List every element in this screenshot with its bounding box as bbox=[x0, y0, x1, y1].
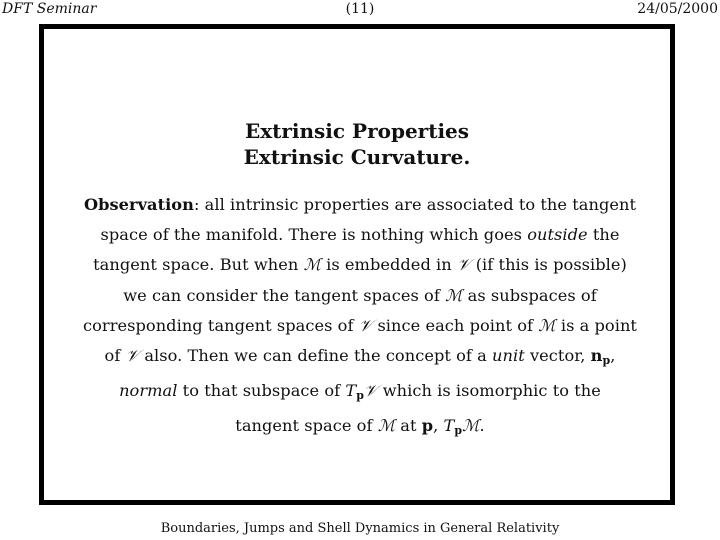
text-segment: (if this is possible) bbox=[470, 255, 627, 275]
symbol-space-V: 𝒱 bbox=[456, 255, 471, 275]
observation-label: Observation bbox=[83, 195, 194, 214]
symbol-manifold-M: ℳ bbox=[538, 315, 556, 335]
text-segment: corresponding tangent spaces of bbox=[83, 315, 359, 335]
header-page-number: (11) bbox=[345, 1, 375, 17]
text-segment: tangent space of bbox=[235, 416, 378, 436]
symbol-tangent-T: T bbox=[443, 416, 455, 436]
symbol-space-V: 𝒱 bbox=[358, 315, 373, 335]
symbol-normal-vector-n: n bbox=[590, 346, 603, 366]
text-segment: since each point of bbox=[372, 315, 539, 335]
text-segment: at bbox=[395, 416, 422, 436]
slide-title bbox=[39, 118, 675, 170]
text-segment: the bbox=[587, 225, 620, 245]
emphasis-unit: unit bbox=[492, 346, 525, 366]
subscript-p: p bbox=[602, 354, 611, 368]
symbol-space-V: 𝒱 bbox=[125, 346, 140, 366]
text-segment: : all intrinsic properties are associated to the tangent bbox=[193, 195, 637, 214]
text-segment: which is isomorphic to the bbox=[377, 381, 601, 401]
text-segment: , bbox=[433, 416, 444, 436]
text-segment: vector, bbox=[524, 346, 591, 366]
symbol-point-p: p bbox=[421, 416, 434, 436]
symbol-manifold-M: ℳ bbox=[462, 416, 480, 436]
text-segment: we can consider the tangent spaces of bbox=[123, 285, 446, 305]
footer-talk-title: Boundaries, Jumps and Shell Dynamics in General Relativity bbox=[160, 521, 560, 536]
text-segment: , bbox=[610, 346, 616, 366]
text-segment: also. Then we can define the concept of a bbox=[139, 346, 493, 366]
text-segment: is a point bbox=[555, 315, 637, 335]
header-seminar-name: DFT Seminar bbox=[2, 1, 97, 17]
symbol-manifold-M: ℳ bbox=[445, 285, 463, 305]
observation-paragraph bbox=[55, 190, 665, 447]
symbol-manifold-M: ℳ bbox=[377, 416, 396, 436]
symbol-manifold-M: ℳ bbox=[303, 255, 321, 275]
emphasis-normal: normal bbox=[119, 381, 178, 401]
text-segment: of bbox=[104, 346, 126, 366]
text-segment: as subspaces of bbox=[462, 285, 597, 305]
subscript-p: p bbox=[454, 424, 463, 438]
text-segment: tangent space. But when bbox=[93, 255, 304, 275]
emphasis-outside: outside bbox=[527, 225, 588, 245]
symbol-tangent-T: T bbox=[345, 381, 357, 401]
text-segment: to that subspace of bbox=[177, 381, 346, 401]
header-date: 24/05/2000 bbox=[637, 1, 718, 17]
symbol-space-V: 𝒱 bbox=[364, 381, 378, 401]
text-segment: . bbox=[479, 416, 485, 436]
text-segment: space of the manifold. There is nothing which goes bbox=[100, 225, 528, 245]
subscript-p: p bbox=[356, 389, 364, 403]
slide-title-line-2: Extrinsic Curvature. bbox=[243, 145, 471, 169]
slide-title-line-1: Extrinsic Properties bbox=[244, 119, 470, 143]
text-segment: is embedded in bbox=[320, 255, 457, 275]
